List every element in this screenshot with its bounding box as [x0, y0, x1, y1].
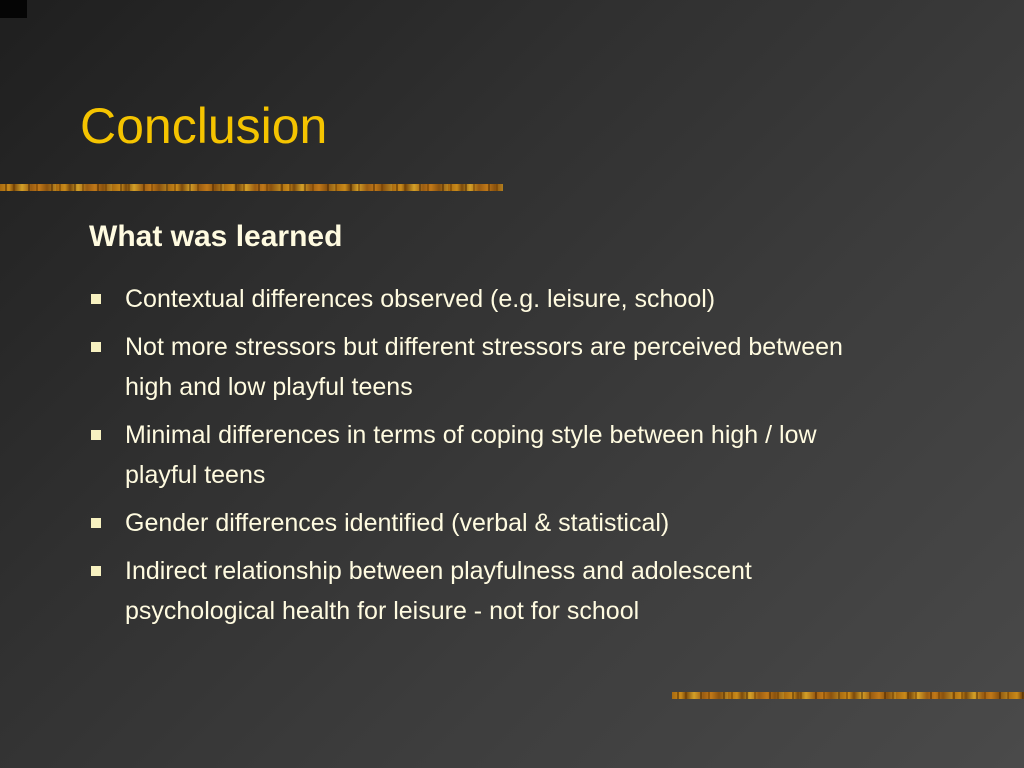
square-bullet-icon [91, 430, 101, 440]
square-bullet-icon [91, 294, 101, 304]
bullet-item [88, 503, 888, 543]
bullet-item [88, 279, 888, 319]
square-bullet-icon [91, 566, 101, 576]
bullet-text: Contextual differences observed (e.g. leisure, school) [125, 285, 716, 313]
bullet-text: Indirect relationship between playfulness and adolescent psychological health for leisure - not for school [125, 557, 752, 625]
bullet-item [88, 551, 888, 631]
square-bullet-icon [91, 518, 101, 528]
bullet-text: Gender differences identified (verbal & statistical) [125, 509, 670, 537]
decorative-rule-bottom [672, 692, 1024, 699]
slide-subheading: What was learned [89, 220, 343, 253]
bullet-text: Minimal differences in terms of coping style between high / low playful teens [125, 421, 817, 489]
bullet-text: Not more stressors but different stressors are perceived between high and low playful teens [125, 333, 843, 401]
corner-mark [0, 0, 27, 18]
square-bullet-icon [91, 342, 101, 352]
bullet-list [88, 279, 888, 639]
bullet-item [88, 327, 888, 407]
bullet-item [88, 415, 888, 495]
decorative-rule-top [0, 184, 503, 191]
slide-title: Conclusion [80, 98, 328, 154]
